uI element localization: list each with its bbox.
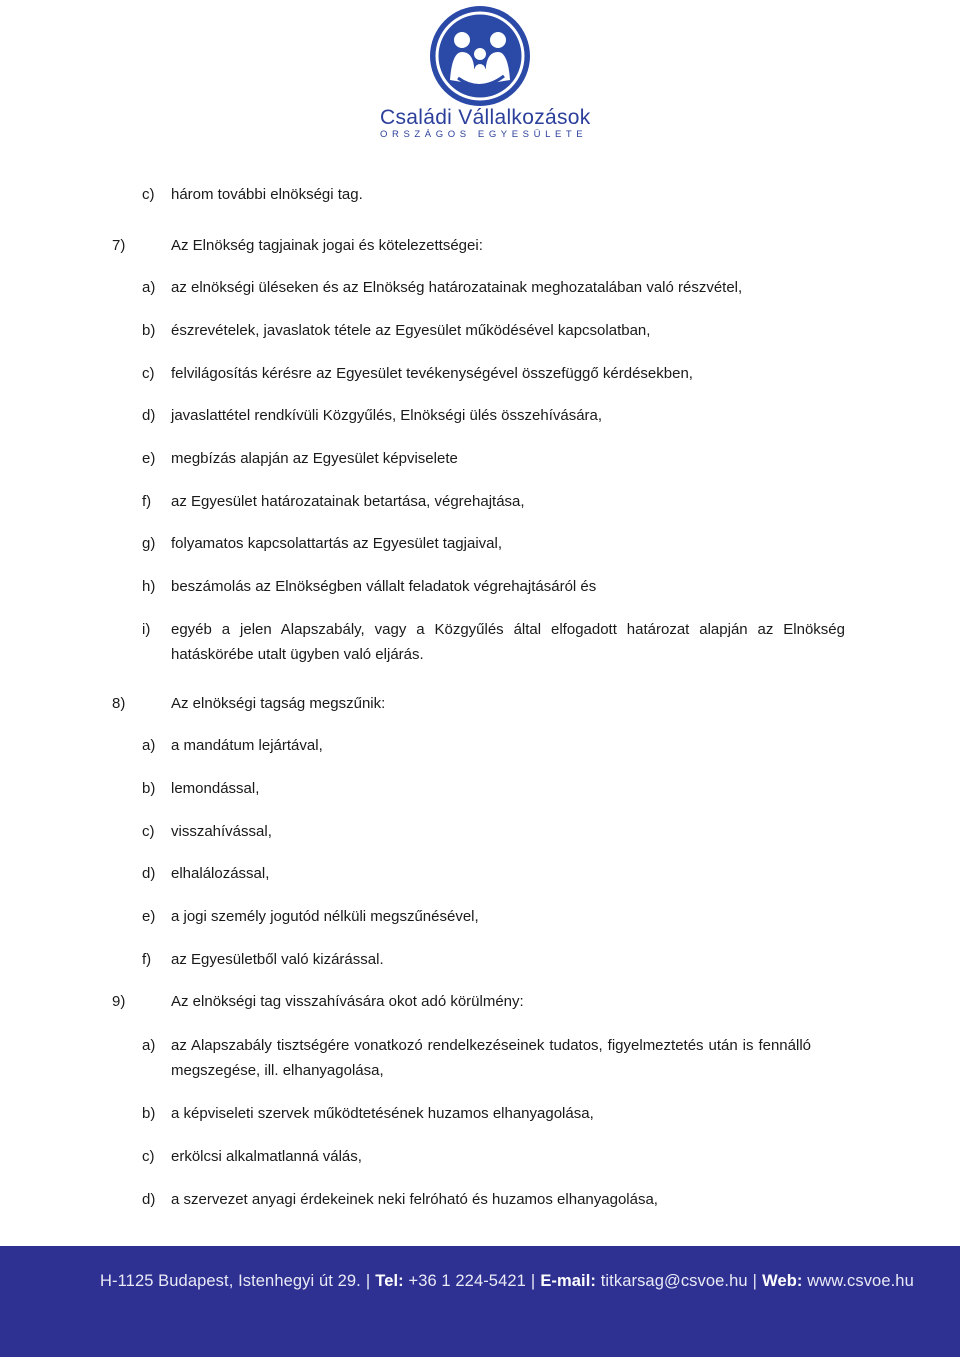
letterhead <box>0 0 960 150</box>
footer-tel[interactable]: +36 1 224-5421 <box>408 1272 526 1290</box>
footer-tel-label: Tel: <box>375 1272 404 1290</box>
footer-separator: | <box>530 1272 536 1290</box>
family-logo-icon <box>428 4 532 108</box>
footer-email-label: E-mail: <box>540 1272 597 1290</box>
footer-email[interactable]: titkarsag@csvoe.hu <box>600 1272 748 1290</box>
organization-name: Családi Vállalkozások <box>380 106 591 129</box>
footer-separator: | <box>365 1272 371 1290</box>
organization-subtitle: ORSZÁGOS EGYESÜLETE <box>380 129 588 140</box>
footer-web-label: Web: <box>762 1272 803 1290</box>
footer-bar <box>0 1246 960 1357</box>
footer-web[interactable]: www.csvoe.hu <box>807 1272 914 1290</box>
footer-separator: | <box>752 1272 758 1290</box>
footer-address: H-1125 Budapest, Istenhegyi út 29. <box>100 1272 361 1290</box>
footer-contact <box>100 1272 914 1291</box>
